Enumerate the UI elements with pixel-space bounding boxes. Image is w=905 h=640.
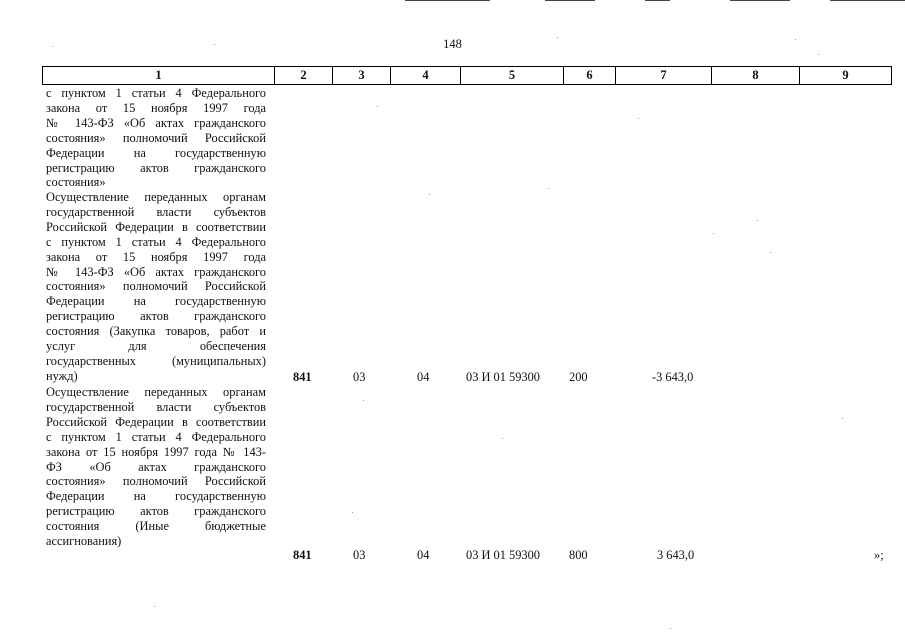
row1-col7-value: -3 643,0	[652, 370, 694, 384]
description-line: Российской Федерации в соответствии	[46, 414, 266, 429]
row2-col7-value: 3 643,0	[657, 548, 695, 562]
description-line: Федерации на государственную	[46, 489, 266, 504]
description-line: закона от 15 ноября 1997 года	[46, 249, 266, 264]
description-line: состояния (Иные бюджетные	[46, 519, 266, 534]
description-line: нужд)	[46, 368, 78, 383]
description-line: состояния»	[46, 175, 106, 190]
scan-speck	[842, 418, 843, 419]
scan-artifact-line	[645, 0, 670, 1]
scan-speck	[363, 400, 364, 401]
description-line: Федерации на государственную	[46, 294, 266, 309]
description-line: с пунктом 1 статьи 4 Федерального	[46, 234, 266, 249]
row2-col2-value: 841	[293, 548, 312, 562]
description-line: состояния» полномочий Российской	[46, 279, 266, 294]
description-line: закона от 15 ноября 1997 года № 143-	[46, 444, 266, 459]
scan-speck	[770, 252, 771, 253]
row2-col9-closing-mark: »;	[874, 548, 884, 562]
description-line: ассигнования)	[46, 534, 122, 549]
row2-col6-value: 800	[569, 548, 588, 562]
scan-speck	[713, 233, 714, 234]
description-line: Российской Федерации в соответствии	[46, 219, 266, 234]
scan-speck	[429, 194, 430, 195]
row1-col5-value: 03 И 01 59300	[466, 370, 540, 384]
row1-col2-value: 841	[293, 370, 312, 384]
scan-speck	[795, 39, 796, 40]
row1-col6-value: 200	[569, 370, 588, 384]
description-line: регистрацию актов гражданского	[46, 309, 266, 324]
column-header-5: 5	[461, 67, 564, 85]
row1-col3-value: 03	[353, 370, 366, 384]
description-line: состояния» полномочий Российской	[46, 474, 266, 489]
scan-speck	[502, 438, 503, 439]
scan-artifact-line	[405, 0, 490, 1]
column-header-7: 7	[616, 67, 712, 85]
description-line: регистрацию актов гражданского	[46, 504, 266, 519]
page-number: 148	[443, 37, 462, 51]
scan-speck	[670, 628, 671, 629]
description-line: состояния (Закупка товаров, работ и	[46, 324, 266, 339]
column-header-3: 3	[333, 67, 391, 85]
description-block-continuation	[46, 86, 266, 190]
scan-speck	[548, 188, 549, 189]
scan-artifact-line	[545, 0, 595, 1]
description-line: закона от 15 ноября 1997 года	[46, 100, 266, 115]
description-block-procurement	[46, 190, 266, 384]
scan-speck	[818, 54, 819, 55]
scan-artifact-line	[730, 0, 790, 1]
column-header-2: 2	[275, 67, 333, 85]
scan-speck	[377, 106, 378, 107]
scan-speck	[757, 220, 758, 221]
description-line: государственных (муниципальных)	[46, 353, 266, 368]
column-header-6: 6	[564, 67, 616, 85]
scan-speck	[154, 606, 155, 607]
scan-speck	[214, 44, 215, 45]
row2-col3-value: 03	[353, 548, 366, 562]
column-header-8: 8	[712, 67, 800, 85]
column-header-4: 4	[391, 67, 461, 85]
description-line: регистрацию актов гражданского	[46, 160, 266, 175]
row2-col4-value: 04	[417, 548, 430, 562]
description-line: государственной власти субъектов	[46, 399, 266, 414]
description-line: услуг для обеспечения	[46, 339, 266, 354]
description-line: Осуществление переданных органам	[46, 385, 266, 399]
scan-artifact-line	[830, 0, 905, 1]
column-header-row	[43, 67, 892, 85]
column-header-table	[42, 66, 892, 85]
description-line: государственной власти субъектов	[46, 204, 266, 219]
description-line: с пунктом 1 статьи 4 Федерального	[46, 86, 266, 100]
description-line: с пунктом 1 статьи 4 Федерального	[46, 429, 266, 444]
scan-speck	[352, 512, 353, 513]
description-block-other-allocations	[46, 385, 266, 549]
description-line: № 143-ФЗ «Об актах гражданского	[46, 115, 266, 130]
description-line: № 143-ФЗ «Об актах гражданского	[46, 264, 266, 279]
column-header-1: 1	[43, 67, 275, 85]
row2-col5-value: 03 И 01 59300	[466, 548, 540, 562]
description-line: состояния» полномочий Российской	[46, 130, 266, 145]
scan-speck	[638, 118, 639, 119]
description-line: Осуществление переданных органам	[46, 190, 266, 204]
description-line: Федерации на государственную	[46, 145, 266, 160]
scan-speck	[557, 37, 558, 38]
column-header-9: 9	[800, 67, 892, 85]
description-line: ФЗ «Об актах гражданского	[46, 459, 266, 474]
scan-speck	[52, 46, 53, 47]
row1-col4-value: 04	[417, 370, 430, 384]
